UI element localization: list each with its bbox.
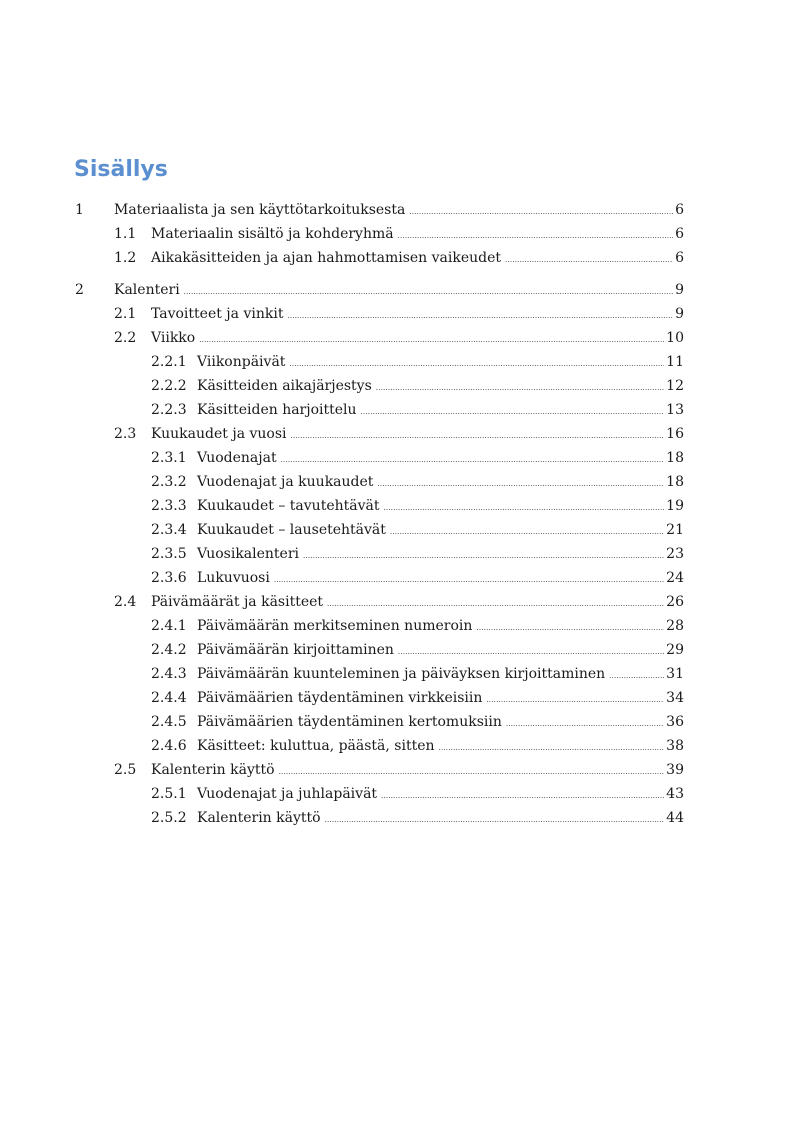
toc-entry-page: 18 (666, 474, 684, 490)
toc-entry-title: Kuukaudet – lausetehtävät (197, 522, 386, 538)
toc-entry-title: Vuosikalenteri (197, 546, 300, 562)
toc-entry-title: Viikonpäivät (197, 354, 286, 370)
toc-entry[interactable] (0, 422, 800, 446)
dot-leader (281, 448, 665, 472)
dot-leader (274, 568, 664, 592)
dot-leader (376, 376, 664, 400)
toc-entry-title: Tavoitteet ja vinkit (151, 306, 284, 322)
toc-entry-page: 28 (666, 618, 684, 634)
toc-entry-title: Päivämäärien täydentäminen virkkeisiin (197, 690, 483, 706)
dot-leader (398, 224, 673, 248)
toc-entry[interactable] (0, 662, 800, 686)
dot-leader (325, 808, 665, 832)
toc-entry-page: 16 (666, 426, 684, 442)
toc-entry-page: 21 (666, 522, 684, 538)
dot-leader (303, 544, 664, 568)
toc-entry[interactable] (0, 782, 800, 806)
toc-entry-number: 2.4.6 (151, 738, 187, 754)
toc-entry[interactable] (0, 614, 800, 638)
toc-entry-page: 24 (666, 570, 684, 586)
toc-entry[interactable] (0, 222, 800, 246)
toc-entry-number: 2.2.3 (151, 402, 187, 418)
toc-entry-page: 12 (666, 378, 684, 394)
toc-entry-number: 2.4.2 (151, 642, 187, 658)
toc-entry-title: Materiaalin sisältö ja kohderyhmä (151, 226, 394, 242)
toc-entry-title: Päivämäärän merkitseminen numeroin (197, 618, 473, 634)
toc-entry-page: 10 (666, 330, 684, 346)
page-title: Sisällys (74, 157, 168, 182)
toc-entry-title: Kuukaudet ja vuosi (151, 426, 287, 442)
toc-entry[interactable] (0, 398, 800, 422)
toc-entry-page: 29 (666, 642, 684, 658)
toc-entry-title: Päivämäärät ja käsitteet (151, 594, 324, 610)
toc-entry[interactable] (0, 686, 800, 710)
toc-entry-number: 2.4.4 (151, 690, 187, 706)
toc-entry-number: 2.3.2 (151, 474, 187, 490)
toc-entry-page: 34 (666, 690, 684, 706)
toc-entry[interactable] (0, 734, 800, 758)
toc-entry-page: 36 (666, 714, 684, 730)
toc-entry-number: 2.2.1 (151, 354, 187, 370)
toc-entry-page: 9 (675, 306, 684, 322)
toc-entry[interactable] (0, 542, 800, 566)
toc-entry-number: 2.4.5 (151, 714, 187, 730)
toc-entry-page: 26 (666, 594, 684, 610)
dot-leader (609, 664, 664, 688)
toc-entry[interactable] (0, 350, 800, 374)
toc-entry-number: 2.1 (114, 306, 137, 322)
toc-entry-page: 38 (666, 738, 684, 754)
toc-entry-number: 2.2 (114, 330, 137, 346)
dot-leader (439, 736, 665, 760)
dot-leader (361, 400, 665, 424)
dot-leader (476, 616, 664, 640)
toc-entry-title: Käsitteiden harjoittelu (197, 402, 357, 418)
toc-entry[interactable] (0, 758, 800, 782)
toc-entry-title: Päivämäärän kuunteleminen ja päiväyksen kirjoittaminen (197, 666, 606, 682)
toc-entry[interactable] (0, 710, 800, 734)
toc-entry-page: 43 (666, 786, 684, 802)
toc-entry-title: Kalenterin käyttö (197, 810, 321, 826)
toc-entry-number: 2.3.1 (151, 450, 187, 466)
toc-entry-title: Lukuvuosi (197, 570, 270, 586)
toc-entry[interactable] (0, 302, 800, 326)
toc-entry-title: Käsitteiden aikajärjestys (197, 378, 372, 394)
toc-entry-title: Päivämäärien täydentäminen kertomuksiin (197, 714, 502, 730)
toc-entry-page: 6 (675, 202, 684, 218)
toc-entry-number: 2.5.2 (151, 810, 187, 826)
toc-entry-page: 39 (666, 762, 684, 778)
toc-entry-number: 2.4.1 (151, 618, 187, 634)
toc-entry-number: 1.2 (114, 250, 137, 266)
toc-entry-number: 2.5.1 (151, 786, 187, 802)
dot-leader (377, 472, 664, 496)
toc-entry-number: 2 (75, 282, 84, 298)
dot-leader (287, 304, 673, 328)
dot-leader (506, 712, 664, 736)
toc-entry-number: 2.4 (114, 594, 137, 610)
toc-entry-title: Vuodenajat (197, 450, 277, 466)
toc-entry-number: 2.3 (114, 426, 137, 442)
dot-leader (505, 248, 673, 272)
toc-entry[interactable] (0, 518, 800, 542)
toc-entry[interactable] (0, 638, 800, 662)
toc-entry-number: 2.3.4 (151, 522, 187, 538)
toc-entry-page: 23 (666, 546, 684, 562)
dot-leader (327, 592, 664, 616)
dot-leader (390, 520, 664, 544)
toc-entry-number: 2.3.6 (151, 570, 187, 586)
toc-entry-number: 2.3.3 (151, 498, 187, 514)
toc-entry[interactable] (0, 246, 800, 270)
toc-entry-number: 1.1 (114, 226, 137, 242)
toc-entry-page: 13 (666, 402, 684, 418)
toc-entry[interactable] (0, 494, 800, 518)
toc-entry-title: Päivämäärän kirjoittaminen (197, 642, 394, 658)
dot-leader (384, 496, 665, 520)
dot-leader (184, 280, 673, 304)
toc-entry-number: 2.4.3 (151, 666, 187, 682)
dot-leader (279, 760, 665, 784)
toc-entry-title: Kalenteri (114, 282, 180, 298)
toc-entry-page: 44 (666, 810, 684, 826)
toc-entry-page: 19 (666, 498, 684, 514)
toc-entry-page: 11 (666, 354, 684, 370)
dot-leader (486, 688, 664, 712)
toc-entry-title: Viikko (151, 330, 196, 346)
toc-entry[interactable] (0, 278, 800, 302)
toc-entry-title: Aikakäsitteiden ja ajan hahmottamisen vaikeudet (151, 250, 502, 266)
toc-entry-title: Materiaalista ja sen käyttötarkoituksesta (114, 202, 406, 218)
dot-leader (398, 640, 664, 664)
dot-leader (381, 784, 664, 808)
toc-entry[interactable] (0, 806, 800, 830)
toc-entry[interactable] (0, 198, 800, 222)
dot-leader (291, 424, 665, 448)
toc-entry-title: Käsitteet: kuluttua, päästä, sitten (197, 738, 435, 754)
dot-leader (409, 200, 673, 224)
toc-entry-page: 31 (666, 666, 684, 682)
toc-entry-title: Kalenterin käyttö (151, 762, 275, 778)
toc-entry-number: 2.2.2 (151, 378, 187, 394)
toc-entry-number: 2.5 (114, 762, 137, 778)
toc-entry-page: 6 (675, 226, 684, 242)
toc-entry-number: 2.3.5 (151, 546, 187, 562)
toc-entry-page: 9 (675, 282, 684, 298)
dot-leader (199, 328, 664, 352)
toc-entry[interactable] (0, 566, 800, 590)
toc-entry-number: 1 (75, 202, 84, 218)
toc-entry-title: Vuodenajat ja kuukaudet (197, 474, 374, 490)
toc-entry[interactable] (0, 374, 800, 398)
toc-entry-title: Vuodenajat ja juhlapäivät (197, 786, 378, 802)
toc-entry[interactable] (0, 326, 800, 350)
toc-entry[interactable] (0, 470, 800, 494)
toc-entry-title: Kuukaudet – tavutehtävät (197, 498, 380, 514)
toc-entry[interactable] (0, 446, 800, 470)
toc-entry-page: 18 (666, 450, 684, 466)
table-of-contents (0, 198, 800, 830)
toc-entry[interactable] (0, 590, 800, 614)
toc-entry-page: 6 (675, 250, 684, 266)
dot-leader (289, 352, 664, 376)
